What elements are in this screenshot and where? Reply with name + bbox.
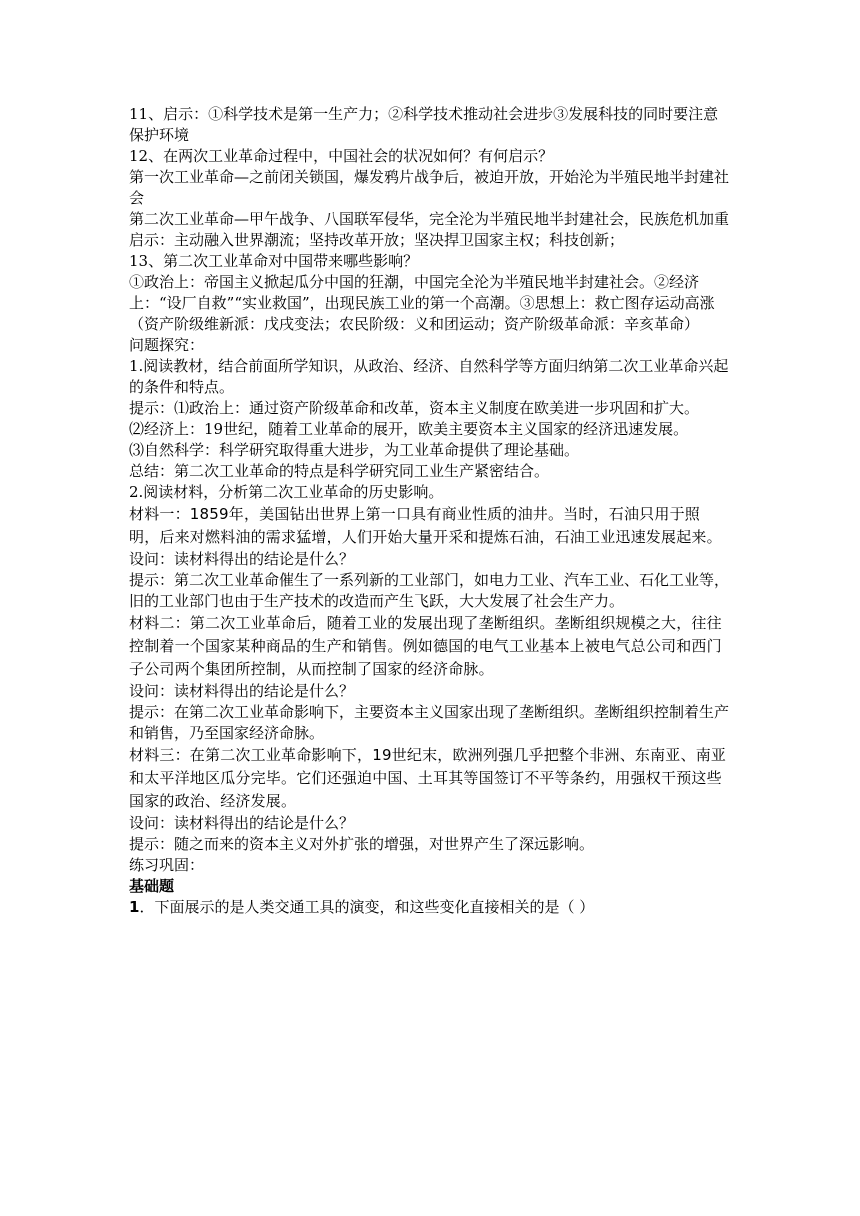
material-three: 材料三：在第二次工业革命影响下，19世纪末，欧洲列强几乎把整个非洲、东南亚、南亚和太平洋地区瓜分完毕。它们还强迫中国、土耳其等国签订不平等条约，用强权干预这些国家的政治、经济发展。 <box>129 746 727 810</box>
text-line-inquiry-2: 2.阅读材料，分析第二次工业革命的历史影响。 <box>129 483 444 501</box>
question-number: 1 <box>129 898 140 916</box>
question-item-1 <box>129 897 729 918</box>
document-page <box>129 104 729 918</box>
text-line-second-revolution: 第二次工业革命—甲午战争、八国联军侵华，完全沦为半殖民地半封建社会，民族危机加重 <box>129 210 730 228</box>
material-two: 材料二：第二次工业革命后，随着工业的发展出现了垄断组织。垄断组织规模之大，往往控制着一个国家某种商品的生产和销售。例如德国的电气工业基本上被电气总公司和西门子公司两个集团所控制，从而控制了国家的经济命脉。 <box>129 614 722 678</box>
text-line-summary: 总结：第二次工业革命的特点是科学研究同工业生产紧密结合。 <box>129 462 550 480</box>
question-three: 设问：读材料得出的结论是什么？ <box>129 814 355 832</box>
question-one: 设问：读材料得出的结论是什么？ <box>129 550 355 568</box>
text-line-hint-politics: 提示：⑴政治上：通过资产阶级革命和改革，资本主义制度在欧美进一步巩固和扩大。 <box>129 399 700 417</box>
text-line-first-revolution: 第一次工业革命—之前闭关锁国，爆发鸦片战争后，被迫开放，开始沦为半殖民地半封建社会 <box>129 168 730 207</box>
text-line-hint-economy: ⑵经济上：19世纪，随着工业革命的展开，欧美主要资本主义国家的经济迅速发展。 <box>129 420 689 438</box>
question-text: ．下面展示的是人类交通工具的演变，和这些变化直接相关的是（ ） <box>139 898 595 916</box>
answer-two: 提示：在第二次工业革命影响下，主要资本主义国家出现了垄断组织。垄断组织控制着生产和销售，乃至国家经济命脉。 <box>129 703 730 742</box>
basic-questions-heading: 基础题 <box>129 877 175 895</box>
text-line-12-question: 12、在两次工业革命过程中，中国社会的状况如何？有何启示？ <box>129 147 554 165</box>
text-line-influence: ①政治上：帝国主义掀起瓜分中国的狂潮，中国完全沦为半殖民地半封建社会。②经济上：“设厂自救”“实业救国”，出现民族工业的第一个高潮。③思想上：救亡图存运动高涨（资产阶级维新派：戊戌变法；农民阶级：义和团运动；资产阶级革命派：辛亥革命） <box>129 273 715 333</box>
text-line-revelation: 启示：主动融入世界潮流；坚持改革开放；坚决捍卫国家主权；科技创新； <box>129 231 625 249</box>
answer-three: 提示：随之而来的资本主义对外扩张的增强，对世界产生了深远影响。 <box>129 835 595 853</box>
text-line-hint-science: ⑶自然科学：科学研究取得重大进步，为工业革命提供了理论基础。 <box>129 441 580 459</box>
text-line-inquiry-heading: 问题探究： <box>129 336 205 354</box>
practice-heading: 练习巩固： <box>129 856 205 874</box>
question-two: 设问：读材料得出的结论是什么？ <box>129 682 355 700</box>
text-line-13-question: 13、第二次工业革命对中国带来哪些影响？ <box>129 252 419 270</box>
material-one: 材料一：1859年，美国钻出世界上第一口具有商业性质的油井。当时，石油只用于照明，后来对燃料油的需求猛增，人们开始大量开采和提炼石油，石油工业迅速发展起来。 <box>129 505 722 546</box>
answer-one: 提示：第二次工业革命催生了一系列新的工业部门，如电力工业、汽车工业、石化工业等，旧的工业部门也由于生产技术的改造而产生飞跃，大大发展了社会生产力。 <box>129 571 730 610</box>
text-line-inquiry-1: 1.阅读教材，结合前面所学知识，从政治、经济、自然科学等方面归纳第二次工业革命兴起的条件和特点。 <box>129 357 729 396</box>
text-line-11-revelation: 11、启示：①科学技术是第一生产力；②科学技术推动社会进步③发展科技的同时要注意保护环境 <box>129 105 719 144</box>
